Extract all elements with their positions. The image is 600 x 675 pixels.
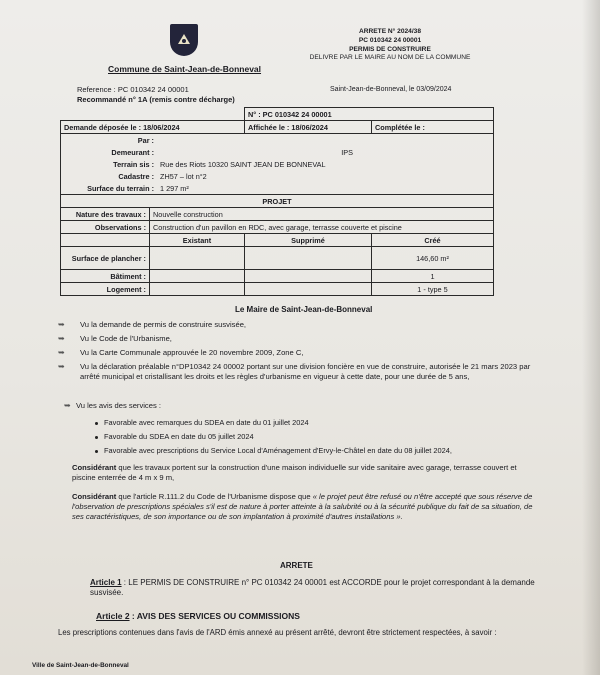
logement-label: Logement :	[61, 283, 150, 296]
arrow-bullet-icon: ➥	[58, 362, 65, 371]
avis-item: Favorable du SDEA en date du 05 juillet 2024	[95, 432, 254, 441]
plancher-cree: 146,60 m²	[372, 247, 494, 270]
observations-value: Construction d'un pavillon en RDC, avec garage, terrasse couverte et piscine	[150, 221, 494, 234]
plancher-label: Surface de plancher :	[61, 247, 150, 270]
demeurant-value: IPS	[341, 147, 353, 157]
arrow-bullet-icon: ➥	[58, 348, 65, 357]
col-supprime: Supprimé	[245, 234, 372, 247]
considerant-1: Considérant que les travaux portent sur la construction d'une maison individuelle sur vide sanitaire avec garage, terrasse couvert et piscine enterrée de 4 m x 9 m,	[72, 463, 517, 482]
article-2-heading: Article 2 : AVIS DES SERVICES OU COMMISSIONS	[96, 611, 300, 621]
reference-block	[77, 85, 235, 105]
document-page: Commune de Saint-Jean-de-Bonneval Reference : PC 010342 24 00001 Recommandé n° 1A (remis contre décharge) ARRETE N° 2024/38 PC 010342 24 00001 PERMIS DE CONSTRUIRE DELIVRE PAR LE MAIRE AU NOM DE LA COMMUNE Saint-Jean-de-Bonneval, le 03/09/2024 N° : PC 010342 24 00001 Demande déposée le : 18/06/2024 Affichée le : 18/06/2024 Complétée le : Par : Demeurant : IPS Terrain sis : Rue des Riots 10320 SAINT JEAN DE BONNEVAL Cadastre : ZH57 – lot n°2 Surface du terrain : 1 297 m² PROJET Nature des travaux : Nouvelle construction Observations : Construction d'un pavillon en RDC, avec garage, terrasse couverte et piscine Existant Supprimé Créé Surface de plancher : 146,60 m² Bâtiment : 1 Logement : 1 - type 5 Le Maire de Saint-Jean-de-Bonneval ➥ Vu la demande de permis de construire susvisée, ➥ Vu le Code de l'Urbanisme, ➥ Vu la Carte Communale approuvée le 20 novembre 2009, Zone C, ➥ Vu la déclaration préalable n°DP10342 24 00002 portant sur une division foncière en vue de construire, autorisée le 21 mars 2023 par arrêté municipal et cristallisant les droits et les règles d'urbanisme en vigueur à cette date, pour une durée de 5 ans, ➥ Vu les avis des services : Favorable avec remarques du SDEA en date du 01 juillet 2024 Favorable du SDEA en date du 05 juillet 2024 Favorable avec prescriptions du Service Local d'Aménagement d'Ervy-le-Châtel en date du 08 juillet 2024, Considérant que les travaux portent sur la construction d'une maison individuelle sur vide sanitaire avec garage, terrasse couvert et piscine enterrée de 4 m x 9 m, Considérant que l'article R.111.2 du Code de l'Urbanisme dispose que « le projet peut être refusé ou n'être accepté que sous réserve de l'observation de prescriptions spéciales s'il est de nature à porter atteinte à la salubrité ou à la sécurité publique du fait de sa situation, de ses caractéristiques, de son importance ou de son implantation à proximité d'autres installations ». ARRETE Article 1 : LE PERMIS DE CONSTRUIRE n° PC 010342 24 00001 est ACCORDE pour le projet correspondant à la demande susvisée. Article 2 : AVIS DES SERVICES OU COMMISSIONS Les prescriptions contenues dans l'avis de l'ARD émis annexé au présent arrêté, devront être strictement respectées, à savoir : Ville de Saint-Jean-de-Bonneval	[0, 0, 600, 675]
recommande-line: Recommandé n° 1A (remis contre décharge)	[77, 95, 235, 104]
nature-label: Nature des travaux :	[61, 208, 150, 221]
surface-label: Surface du terrain :	[87, 183, 154, 193]
surface-value: 1 297 m²	[160, 183, 189, 193]
permis-title: PERMIS DE CONSTRUIRE	[349, 45, 431, 53]
cadastre-label: Cadastre :	[118, 171, 154, 181]
arrete-header	[295, 28, 485, 63]
arrete-number: ARRETE N° 2024/38	[358, 28, 421, 35]
place-date: Saint-Jean-de-Bonneval, le 03/09/2024	[330, 86, 452, 93]
batiment-cree: 1	[372, 270, 494, 283]
page-edge-shadow	[582, 0, 600, 675]
application-form-table	[60, 107, 494, 296]
coat-of-arms-icon	[170, 24, 198, 56]
commune-name: Commune de Saint-Jean-de-Bonneval	[108, 64, 262, 74]
batiment-label: Bâtiment :	[61, 270, 150, 283]
terrain-label: Terrain sis :	[113, 159, 154, 169]
considerant-2: Considérant que l'article R.111.2 du Code de l'Urbanisme dispose que « le projet peut être refusé ou n'être accepté que sous réserve de l'observation de prescriptions spéciales s'il est de nature à porter atteinte à la salubrité ou à la sécurité publique du fait de sa situation, de ses caractéristiques, de son importance ou de son implantation à proximité d'autres installations ».	[72, 492, 533, 521]
bullet-dot-icon	[95, 450, 98, 453]
footer-commune: Ville de Saint-Jean-de-Bonneval	[32, 662, 129, 669]
demeurant-label: Demeurant :	[111, 147, 154, 157]
arrow-bullet-icon: ➥	[58, 334, 65, 343]
par-label: Par :	[137, 135, 154, 145]
cadastre-value: ZH57 – lot n°2	[160, 171, 207, 181]
article-1: Article 1 : LE PERMIS DE CONSTRUIRE n° PC 010342 24 00001 est ACCORDE pour le projet correspondant à la demande susvisée.	[90, 578, 535, 597]
arrete-heading: ARRETE	[280, 561, 313, 570]
logement-cree: 1 - type 5	[372, 283, 494, 296]
avis-item: Favorable avec prescriptions du Service Local d'Aménagement d'Ervy-le-Châtel en date du 08 juillet 2024,	[95, 446, 452, 455]
terrain-value: Rue des Riots 10320 SAINT JEAN DE BONNEVAL	[160, 159, 326, 169]
applicant-details	[61, 134, 493, 194]
arrow-bullet-icon: ➥	[64, 401, 71, 410]
reference-number: Reference : PC 010342 24 00001	[77, 85, 189, 94]
col-cree: Créé	[372, 234, 494, 247]
projet-heading: PROJET	[61, 195, 494, 208]
col-existant: Existant	[150, 234, 245, 247]
bullet-dot-icon	[95, 436, 98, 439]
avis-item: Favorable avec remarques du SDEA en date du 01 juillet 2024	[95, 418, 309, 427]
observations-label: Observations :	[61, 221, 150, 234]
bullet-dot-icon	[95, 422, 98, 425]
form-number: N° : PC 010342 24 00001	[245, 108, 494, 121]
nature-value: Nouvelle construction	[150, 208, 494, 221]
date-deposee: Demande déposée le : 18/06/2024	[61, 121, 245, 134]
arrow-bullet-icon: ➥	[58, 320, 65, 329]
date-affichee: Affichée le : 18/06/2024	[245, 121, 372, 134]
mayor-heading: Le Maire de Saint-Jean-de-Bonneval	[235, 305, 373, 314]
prescriptions-text: Les prescriptions contenues dans l'avis de l'ARD émis annexé au présent arrêté, devront être strictement respectées, à savoir :	[58, 628, 497, 637]
pc-number: PC 010342 24 00001	[358, 36, 422, 44]
date-completee: Complétée le :	[372, 121, 494, 134]
delivre-line: DELIVRE PAR LE MAIRE AU NOM DE LA COMMUNE	[309, 54, 471, 62]
